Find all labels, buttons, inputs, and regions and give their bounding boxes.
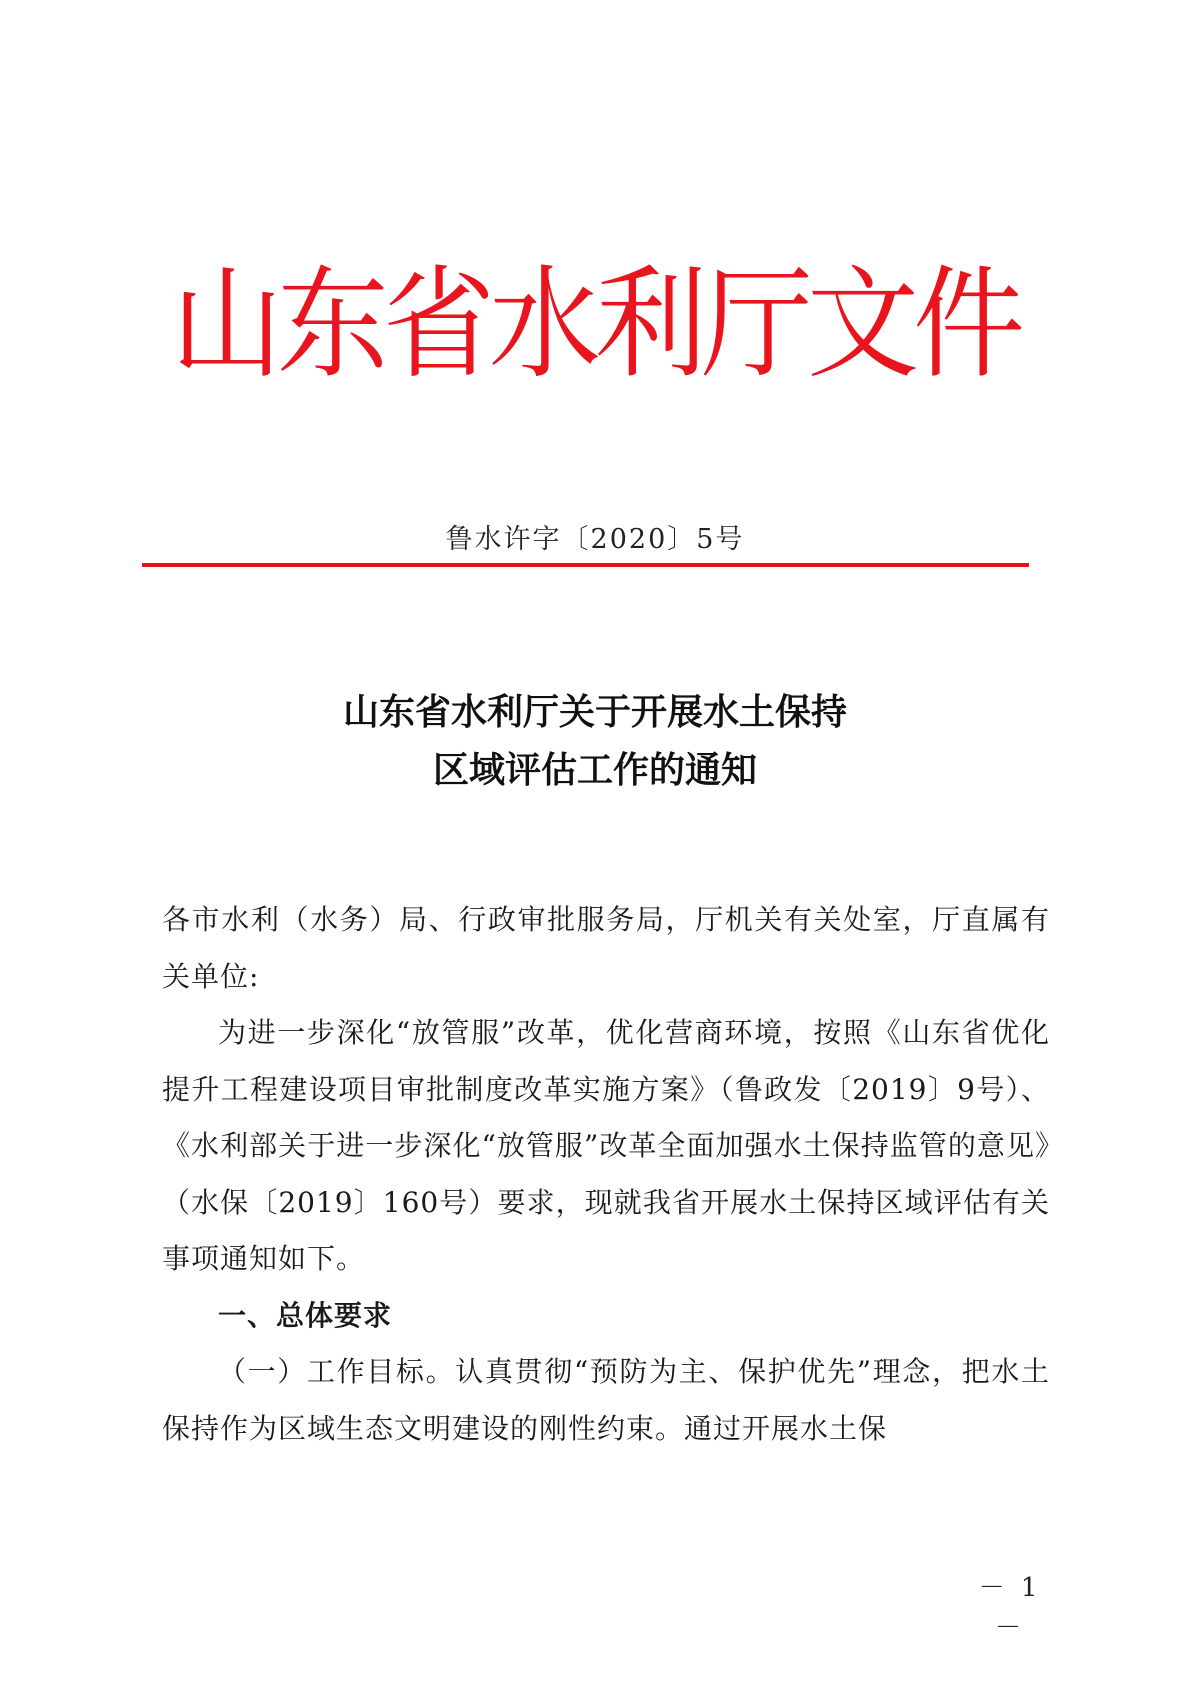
work-goal-paragraph: （一）工作目标。认真贯彻“预防为主、保护优先”理念，把水土保持作为区域生态文明建设的刚性约束。通过开展水土保 [162, 1355, 1050, 1445]
document-title [0, 683, 1190, 799]
red-divider-line [142, 563, 1029, 567]
title-line-1: 山东省水利厅关于开展水土保持 [342, 691, 847, 733]
page-number: － 1 － [978, 1573, 1042, 1643]
document-body [162, 892, 1050, 1457]
title-line-2: 区域评估工作的通知 [432, 749, 757, 791]
intro-paragraph: 为进一步深化“放管服”改革，优化营商环境，按照《山东省优化提升工程建设项目审批制度改革实施方案》（鲁政发〔2019〕9号）、《水利部关于进一步深化“放管服”改革全面加强水土保持监管的意见》（水保〔2019〕160号）要求，现就我省开展水土保持区域评估有关事项通知如下。 [162, 1016, 1050, 1275]
document-number: 鲁水许字〔2020〕5号 [445, 524, 745, 555]
section-heading: 一、总体要求 [218, 1298, 393, 1332]
masthead-title: 山东省水利厅文件 [171, 254, 1019, 396]
salutation: 各市水利（水务）局、行政审批服务局，厅机关有关处室，厅直属有关单位: [162, 903, 1050, 993]
